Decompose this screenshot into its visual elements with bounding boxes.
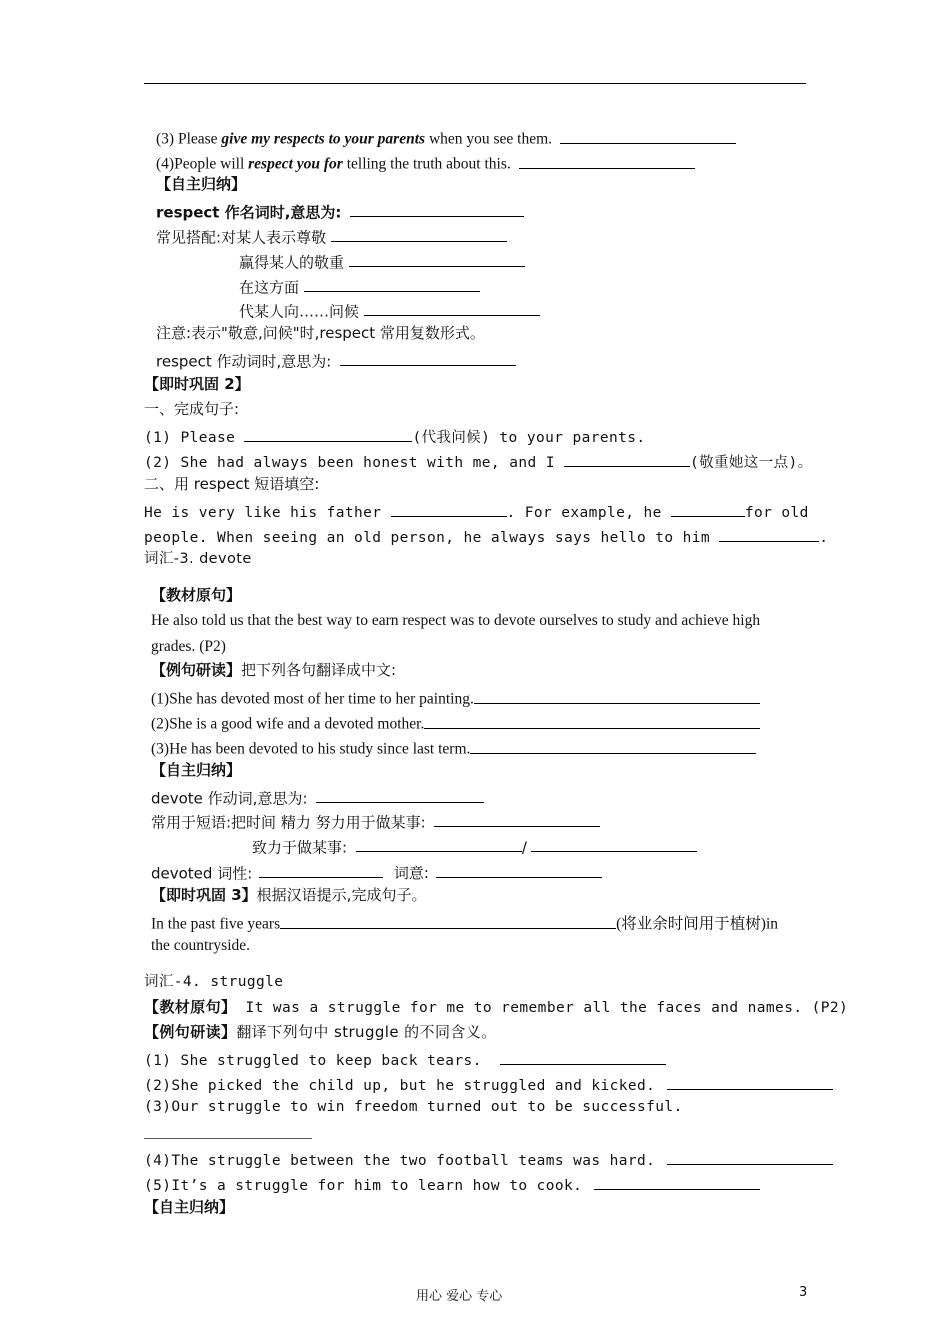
collocation-4: 代某人向……问候 xyxy=(239,301,540,319)
translate-sentence-1: (1)She has devoted most of her time to her painting. xyxy=(151,688,760,707)
example-sentence-4: (4)People will respect you for telling the truth about this. xyxy=(156,153,695,172)
answer-blank[interactable] xyxy=(560,128,736,144)
answer-blank[interactable] xyxy=(434,812,600,827)
summary-heading: 【自主归纳】 xyxy=(156,175,247,193)
answer-blank[interactable] xyxy=(500,1050,666,1065)
struggle-sentence-5: (5)It’s a struggle for him to learn how to cook. xyxy=(144,1175,760,1193)
collocation-3: 在这方面 xyxy=(239,277,480,295)
answer-blank[interactable] xyxy=(594,1175,760,1190)
struggle-sentence-2: (2)She picked the child up, but he struggled and kicked. xyxy=(144,1075,833,1093)
answer-blank[interactable] xyxy=(436,863,602,878)
example-study-line: 【例句研读】翻译下列句中 struggle 的不同含义。 xyxy=(144,1023,497,1041)
translate-sentence-3: (3)He has been devoted to his study since last term. xyxy=(151,738,756,757)
textbook-sentence-line-2: grades. (P2) xyxy=(151,638,226,655)
answer-blank[interactable] xyxy=(340,351,516,366)
collocation-1: 常见搭配:对某人表示尊敬 xyxy=(156,227,507,245)
textbook-sentence-line-1: He also told us that the best way to earn respect was to devote ourselves to study and achieve high xyxy=(151,612,761,629)
vocab-4-title: 词汇-4. struggle xyxy=(144,974,284,990)
fill-paragraph-line-1: He is very like his father . For example, he for old xyxy=(144,502,809,520)
answer-blank[interactable] xyxy=(364,301,540,316)
noun-meaning-line: respect 作名词时,意思为: xyxy=(156,202,524,220)
collocation-2: 赢得某人的敬重 xyxy=(239,252,525,270)
answer-blank[interactable] xyxy=(331,227,507,242)
vocab-3-title: 词汇-3. devote xyxy=(144,551,252,567)
answer-blank[interactable] xyxy=(356,837,522,852)
answer-blank[interactable] xyxy=(349,252,525,267)
answer-blank[interactable] xyxy=(519,153,695,169)
answer-blank[interactable] xyxy=(531,837,697,852)
page-number: 3 xyxy=(799,1285,808,1300)
consolidate-3-line: 【即时巩固 3】根据汉语提示,完成句子。 xyxy=(151,886,427,904)
consolidate-2-heading: 【即时巩固 2】 xyxy=(144,375,250,393)
answer-blank[interactable] xyxy=(564,452,690,467)
consolidate-3-sentence-line-1: In the past five years (将业余时间用于植树)in xyxy=(151,913,778,932)
textbook-sentence-heading: 【教材原句】 xyxy=(151,586,242,604)
fill-paragraph-line-2: people. When seeing an old person, he always says hello to him . xyxy=(144,527,828,545)
answer-blank[interactable] xyxy=(350,202,524,217)
answer-blank[interactable] xyxy=(280,913,616,929)
answer-blank[interactable] xyxy=(470,738,756,754)
textbook-sentence-line: 【教材原句】 It was a struggle for me to remember all the faces and names. (P2) xyxy=(144,998,849,1016)
answer-blank-line[interactable] xyxy=(144,1138,312,1139)
answer-blank[interactable] xyxy=(316,788,484,803)
answer-blank[interactable] xyxy=(244,427,412,442)
answer-blank[interactable] xyxy=(304,277,480,292)
header-rule xyxy=(144,83,806,84)
complete-sentence-1: (1) Please (代我问候) to your parents. xyxy=(144,427,646,445)
answer-blank[interactable] xyxy=(391,502,507,517)
example-study-line: 【例句研读】把下列各句翻译成中文: xyxy=(151,661,397,679)
verb-meaning-line: respect 作动词时,意思为: xyxy=(156,351,516,369)
answer-blank[interactable] xyxy=(667,1075,833,1090)
example-sentence-3: (3) Please give my respects to your parents when you see them. xyxy=(156,128,736,147)
usage-note: 注意:表示"敬意,问候"时,respect 常用复数形式。 xyxy=(156,324,485,342)
consolidate-3-sentence-line-2: the countryside. xyxy=(151,937,251,954)
struggle-sentence-4: (4)The struggle between the two football teams was hard. xyxy=(144,1150,833,1168)
answer-blank[interactable] xyxy=(474,688,760,704)
footer-motto: 用心 爱心 专心 xyxy=(416,1289,503,1304)
answer-blank[interactable] xyxy=(259,863,383,878)
summary-heading: 【自主归纳】 xyxy=(144,1198,235,1216)
part-2-label: 二、用 respect 短语填空: xyxy=(144,475,320,493)
translate-sentence-2: (2)She is a good wife and a devoted mother. xyxy=(151,713,760,732)
answer-blank[interactable] xyxy=(671,502,745,517)
complete-sentence-2: (2) She had always been honest with me, and I (敬重她这一点)。 xyxy=(144,452,813,470)
devote-phrase-1: 常用于短语:把时间 精力 努力用于做某事: xyxy=(151,812,600,830)
part-1-label: 一、完成句子: xyxy=(144,400,240,418)
summary-heading: 【自主归纳】 xyxy=(151,761,242,779)
devoted-pos-line: devoted 词性: 词意: xyxy=(151,863,602,881)
answer-blank[interactable] xyxy=(424,713,760,729)
answer-blank[interactable] xyxy=(719,527,819,542)
devote-phrase-2: 致力于做某事: / xyxy=(252,837,697,855)
struggle-sentence-3: (3)Our struggle to win freedom turned out to be successful. xyxy=(144,1099,683,1115)
devote-verb-meaning: devote 作动词,意思为: xyxy=(151,788,484,806)
answer-blank[interactable] xyxy=(667,1150,833,1165)
struggle-sentence-1: (1) She struggled to keep back tears. xyxy=(144,1050,666,1068)
